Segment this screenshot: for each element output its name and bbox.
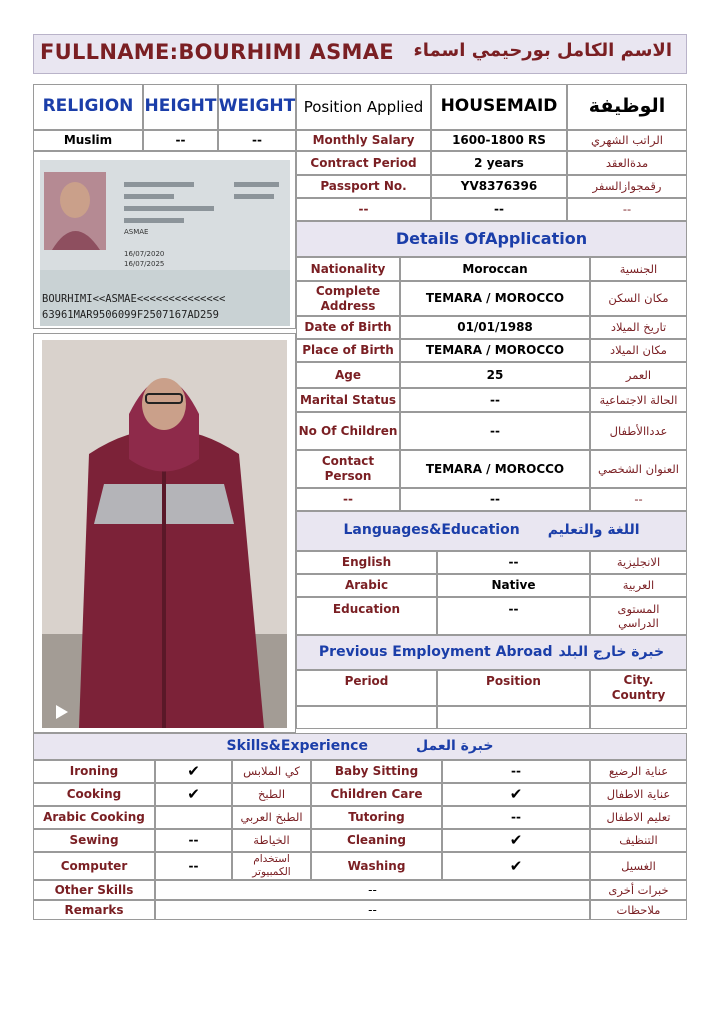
passport-date2: 16/07/2025 (124, 260, 165, 268)
skill-washing-ar: الغسيل (590, 852, 687, 880)
salary-ar: الراتب الشهري (567, 130, 687, 151)
marital-label: Marital Status (296, 388, 400, 412)
passport-value: YV8376396 (431, 175, 567, 198)
contract-period-ar: مدةالعقد (567, 151, 687, 175)
english-label: English (296, 551, 437, 574)
nationality-value: Moroccan (400, 257, 590, 281)
languages-section (296, 511, 687, 551)
contact-ar: العنوان الشخصي (590, 450, 687, 488)
education-ar: المستوى الدراسي (590, 597, 687, 635)
skill-childrencare-ar: عناية الاطفال (590, 783, 687, 806)
details-extra-value: -- (400, 488, 590, 511)
skill-arabiccooking-mark (155, 806, 232, 829)
weight-value: -- (218, 130, 296, 151)
skill-computer-label: Computer (33, 852, 155, 880)
children-value: -- (400, 412, 590, 450)
fullname-en: FULLNAME:BOURHIMI ASMAE (40, 40, 394, 64)
remarks-value: -- (155, 900, 590, 920)
passport-date1: 16/07/2020 (124, 250, 165, 258)
children-label: No Of Children (296, 412, 400, 450)
other-skills-value: -- (155, 880, 590, 900)
skill-cooking-label: Cooking (33, 783, 155, 806)
skill-sewing-label: Sewing (33, 829, 155, 852)
nationality-label: Nationality (296, 257, 400, 281)
marital-value: -- (400, 388, 590, 412)
contract-extra-label: -- (296, 198, 431, 221)
skill-sewing-mark: -- (155, 829, 232, 852)
address-label: Complete Address (296, 281, 400, 316)
position-label: Position Applied (296, 84, 431, 130)
details-extra-label: -- (296, 488, 400, 511)
height-header: HEIGHT (143, 84, 218, 130)
contact-value: TEMARA / MOROCCO (400, 450, 590, 488)
skill-childrencare-mark: ✔ (442, 783, 590, 806)
employment-period-header: Period (296, 670, 437, 706)
skill-babysitting-label: Baby Sitting (311, 760, 442, 783)
details-extra-ar: -- (590, 488, 687, 511)
nationality-ar: الجنسية (590, 257, 687, 281)
address-value: TEMARA / MOROCCO (400, 281, 590, 316)
passport-ar: رقمجوازالسفر (567, 175, 687, 198)
employment-section (296, 635, 687, 670)
skills-section (33, 733, 687, 760)
skill-childrencare-label: Children Care (311, 783, 442, 806)
employment-title-en: Previous Employment Abroad (318, 643, 553, 660)
religion-value: Muslim (33, 130, 143, 151)
skill-cleaning-ar: التنظيف (590, 829, 687, 852)
skill-tutoring-ar: تعليم الاطفال (590, 806, 687, 829)
other-skills-label: Other Skills (33, 880, 155, 900)
education-label: Education (296, 597, 437, 635)
skill-washing-label: Washing (311, 852, 442, 880)
passport-mrz-2: 63961MAR9506099F2507167AD259 (42, 309, 220, 321)
passport-label: Passport No. (296, 175, 431, 198)
age-label: Age (296, 362, 400, 388)
contract-extra-value: -- (431, 198, 567, 221)
employment-position-header: Position (437, 670, 590, 706)
skill-babysitting-mark: -- (442, 760, 590, 783)
employment-row-city (590, 706, 687, 729)
arabic-value: Native (437, 574, 590, 597)
skill-tutoring-mark: -- (442, 806, 590, 829)
position-ar: الوظيفة (567, 84, 687, 130)
languages-title-en: Languages&Education (343, 522, 520, 539)
dob-label: Date of Birth (296, 316, 400, 339)
employment-row-period (296, 706, 437, 729)
skill-washing-mark: ✔ (442, 852, 590, 880)
skill-cooking-ar: الطبخ (232, 783, 311, 806)
employment-city-header: City. Country (590, 670, 687, 706)
education-value: -- (437, 597, 590, 635)
skill-computer-mark: -- (155, 852, 232, 880)
children-ar: عدداالأطفال (590, 412, 687, 450)
skill-ironing-mark: ✔ (155, 760, 232, 783)
pob-ar: مكان الميلاد (590, 339, 687, 362)
english-value: -- (437, 551, 590, 574)
contract-period-value: 2 years (431, 151, 567, 175)
passport-mrz-1: BOURHIMI<<ASMAE<<<<<<<<<<<<<< (42, 293, 226, 305)
passport-given: ASMAE (124, 228, 149, 236)
fullname-ar: الاسم الكامل بورحيمي اسماء (413, 40, 672, 61)
skill-ironing-ar: كي الملابس (232, 760, 311, 783)
skill-sewing-ar: الخياطة (232, 829, 311, 852)
age-ar: العمر (590, 362, 687, 388)
employment-row-position (437, 706, 590, 729)
contact-label: Contact Person (296, 450, 400, 488)
address-ar: مكان السكن (590, 281, 687, 316)
contract-extra-ar: -- (567, 198, 687, 221)
skill-ironing-label: Ironing (33, 760, 155, 783)
remarks-label: Remarks (33, 900, 155, 920)
salary-value: 1600-1800 RS (431, 130, 567, 151)
applicant-photo-frame (33, 333, 296, 733)
skill-tutoring-label: Tutoring (311, 806, 442, 829)
weight-header: WEIGHT (218, 84, 296, 130)
skill-cleaning-mark: ✔ (442, 829, 590, 852)
applicant-photo (34, 334, 295, 732)
religion-header: RELIGION (33, 84, 143, 130)
arabic-label: Arabic (296, 574, 437, 597)
age-value: 25 (400, 362, 590, 388)
skill-cooking-mark: ✔ (155, 783, 232, 806)
dob-ar: تاريخ الميلاد (590, 316, 687, 339)
passport-photo-frame (33, 151, 296, 329)
contract-period-label: Contract Period (296, 151, 431, 175)
dob-value: 01/01/1988 (400, 316, 590, 339)
marital-ar: الحالة الاجتماعية (590, 388, 687, 412)
employment-title-ar: خبرة خارج البلد (558, 643, 665, 660)
skill-babysitting-ar: عناية الرضيع (590, 760, 687, 783)
skill-cleaning-label: Cleaning (311, 829, 442, 852)
passport-image (34, 152, 295, 328)
pob-value: TEMARA / MOROCCO (400, 339, 590, 362)
details-section-title: Details OfApplication (296, 221, 687, 257)
skill-computer-ar: استخدام الكمبيوتر (232, 852, 311, 880)
skills-title-ar: خبرة العمل (415, 737, 494, 754)
skill-arabiccooking-label: Arabic Cooking (33, 806, 155, 829)
salary-label: Monthly Salary (296, 130, 431, 151)
position-value: HOUSEMAID (431, 84, 567, 130)
other-skills-ar: خبرات أخرى (590, 880, 687, 900)
skill-arabiccooking-ar: الطبخ العربي (232, 806, 311, 829)
remarks-ar: ملاحظات (590, 900, 687, 920)
height-value: -- (143, 130, 218, 151)
arabic-ar: العربية (590, 574, 687, 597)
languages-title-ar: اللغة والتعليم (547, 522, 640, 539)
skills-title-en: Skills&Experience (226, 737, 368, 754)
english-ar: الانجليزية (590, 551, 687, 574)
pob-label: Place of Birth (296, 339, 400, 362)
